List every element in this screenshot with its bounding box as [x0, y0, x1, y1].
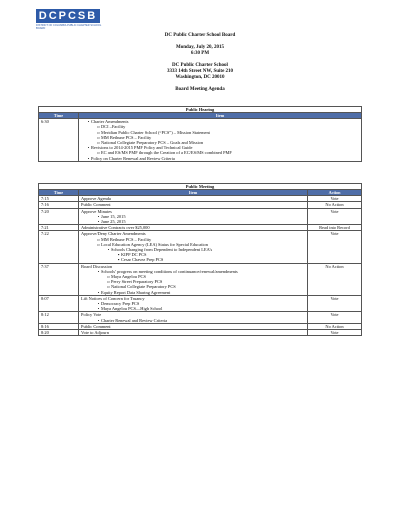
row-time: 8:07: [39, 295, 79, 312]
row-item-title: Approve/Deny Charter Amendments: [81, 231, 146, 237]
column-header-action: Action: [308, 190, 362, 196]
row-item-title: Vote to Adjourn: [81, 330, 109, 336]
list-item-text: Charter Amendments: [91, 119, 129, 125]
venue-city: Washington, DC 20010: [175, 75, 225, 81]
list-item-text: Meridian Public Charter School (“PCS”) – Mission Statement: [101, 129, 210, 135]
public-meeting-table: [38, 183, 362, 336]
bullet-marker: o: [97, 134, 100, 140]
list-item-text: Schools’ progress on meeting conditions of continuance/renewal/amendments: [101, 268, 238, 274]
bullet-marker: •: [97, 306, 100, 312]
list-item-text: National Collegiate Preparatory PCS: [111, 284, 176, 290]
logo-subtitle: DISTRICT OF COLUMBIA PUBLIC CHARTER SCHOOL BOARD: [36, 24, 102, 31]
row-time: 8:16: [39, 323, 79, 329]
bullet-marker: •: [87, 145, 90, 151]
row-items: [79, 330, 308, 336]
list-item-text: DCI –Facility: [101, 124, 126, 130]
bullet-marker: o: [97, 124, 100, 130]
row-action: Vote: [308, 295, 362, 312]
list-item: [81, 156, 359, 161]
list-item-text: National Collegiate Preparatory PCS – Goals and Mission: [101, 140, 204, 146]
list-item-text: Schools Changing from Dependent to Independent LEA’s: [111, 247, 213, 253]
row-items: [79, 119, 362, 162]
bullet-marker: •: [97, 268, 100, 274]
table-row: [39, 208, 362, 225]
row-time: 8:20: [39, 330, 79, 336]
list-item-text: Perry Street Preparatory PCS: [111, 279, 163, 285]
bullet-marker: o: [107, 284, 110, 290]
bullet-marker: o: [107, 274, 110, 280]
dcpcsb-logo: [36, 9, 100, 35]
column-header-time: Time: [39, 113, 79, 119]
bullet-marker: o: [107, 279, 110, 285]
list-item: [81, 306, 305, 311]
list-item: [81, 290, 305, 295]
row-action: Vote: [308, 208, 362, 225]
row-time: 7:20: [39, 208, 79, 225]
list-item-text: Cesar Chavez Prep PCS: [121, 257, 164, 263]
meeting-date: Monday, July 20, 2015: [176, 44, 224, 50]
row-item-title: Policy Vote: [81, 312, 102, 318]
public-meeting-rows: [39, 196, 362, 336]
row-items: [79, 295, 308, 312]
list-item-text: MM Bethune PCS – Facility: [101, 236, 152, 242]
list-item-text: Maya Angelou PCS: [111, 274, 146, 280]
agenda-header: [0, 33, 400, 93]
row-item-title: Lift Notices of Concern for Truancy: [81, 295, 145, 301]
table-row: [39, 231, 362, 263]
org-name: DC Public Charter School Board: [164, 33, 236, 38]
row-item-title: Administrative Contracts over $25,000: [81, 225, 150, 231]
row-action: Vote: [308, 196, 362, 202]
public-hearing-title: Public Hearing: [39, 107, 362, 113]
bullet-marker: •: [97, 301, 100, 307]
row-item-title: Approve Minutes: [81, 208, 112, 214]
list-item-text: Equity Report Data Sharing Agreement: [101, 289, 171, 295]
list-item-text: Maya Angelou PCS—High School: [101, 306, 163, 312]
item-list: [81, 119, 359, 161]
row-action: No Action: [308, 323, 362, 329]
list-item-text: KIPP DC PCS: [121, 252, 147, 258]
bullet-marker: ▪: [117, 252, 120, 258]
row-time: 7:21: [39, 225, 79, 231]
row-action: Vote: [308, 231, 362, 263]
bullet-marker: •: [97, 317, 100, 323]
table-row: [39, 263, 362, 295]
list-item-text: EC and ES/MS PMF through the Creation of a EC/ES/MS combined PMF: [101, 150, 232, 156]
bullet-marker: •: [97, 213, 100, 219]
row-item-title: Public Comment: [81, 323, 111, 329]
row-items: [79, 263, 308, 295]
public-hearing-rows: [39, 119, 362, 162]
item-list: [81, 318, 305, 323]
row-item-title: Public Comment: [81, 202, 111, 208]
bullet-marker: o: [97, 236, 100, 242]
item-list: [81, 269, 305, 295]
list-item-text: Policy on Charter Renewal and Review Criteria: [91, 155, 175, 161]
row-time: 7:15: [39, 196, 79, 202]
bullet-marker: •: [87, 155, 90, 161]
item-list: [81, 237, 305, 263]
public-hearing-table: [38, 106, 362, 162]
row-action: Vote: [308, 330, 362, 336]
list-item: [81, 257, 305, 262]
item-list: [81, 301, 305, 311]
list-item-text: Charter Renewal and Review Criteria: [101, 317, 168, 323]
table-row: [39, 312, 362, 323]
bullet-marker: •: [107, 247, 110, 253]
bullet-marker: o: [97, 140, 100, 146]
bullet-marker: •: [97, 219, 100, 225]
row-items: [79, 312, 308, 323]
bullet-marker: o: [97, 241, 100, 247]
row-action: No Action: [308, 202, 362, 208]
public-meeting-title: Public Meeting: [39, 184, 362, 190]
list-item-text: June 15, 2015: [101, 213, 126, 219]
row-action: Vote: [308, 312, 362, 323]
list-item: [81, 318, 305, 323]
row-item-title: Approve Agenda: [81, 196, 111, 202]
row-time: 6:30: [39, 119, 79, 162]
list-item: [81, 219, 305, 224]
column-header-time: Time: [39, 190, 79, 196]
row-time: 7:16: [39, 202, 79, 208]
bullet-marker: •: [87, 119, 90, 125]
bullet-marker: o: [97, 150, 100, 156]
table-row: [39, 119, 362, 162]
column-header-item: Item: [79, 113, 362, 119]
bullet-marker: •: [97, 289, 100, 295]
venue-street: 3333 14th Street NW, Suite 210: [166, 69, 234, 74]
row-items: [79, 231, 308, 263]
row-time: 7:37: [39, 263, 79, 295]
row-action: No Action: [308, 263, 362, 295]
row-time: 8:12: [39, 312, 79, 323]
list-item-text: Revisions to 2014-2015 PMF Policy and Technical Guide: [91, 145, 193, 151]
column-header-item: Item: [79, 190, 308, 196]
meeting-time: 6:30 PM: [190, 51, 210, 56]
list-item-text: June 25, 2015: [101, 219, 126, 225]
item-list: [81, 214, 305, 224]
document-title: Board Meeting Agenda: [175, 87, 225, 92]
venue-name: DC Public Charter School: [172, 62, 228, 68]
list-item-text: MM Bethune PCS – Facility: [101, 134, 152, 140]
table-row: [39, 295, 362, 312]
row-item-title: Board Discussion: [81, 263, 113, 269]
list-item-text: Democracy Prep PCS: [101, 301, 140, 307]
row-items: [79, 208, 308, 225]
logo-letters: DCPCSB: [38, 10, 98, 22]
row-time: 7:22: [39, 231, 79, 263]
table-row: [39, 330, 362, 336]
row-action: Read into Record: [308, 225, 362, 231]
bullet-marker: o: [97, 129, 100, 135]
list-item-text: Local Education Agency (LEA) Status for Special Education: [101, 241, 208, 247]
bullet-marker: ▪: [117, 257, 120, 263]
